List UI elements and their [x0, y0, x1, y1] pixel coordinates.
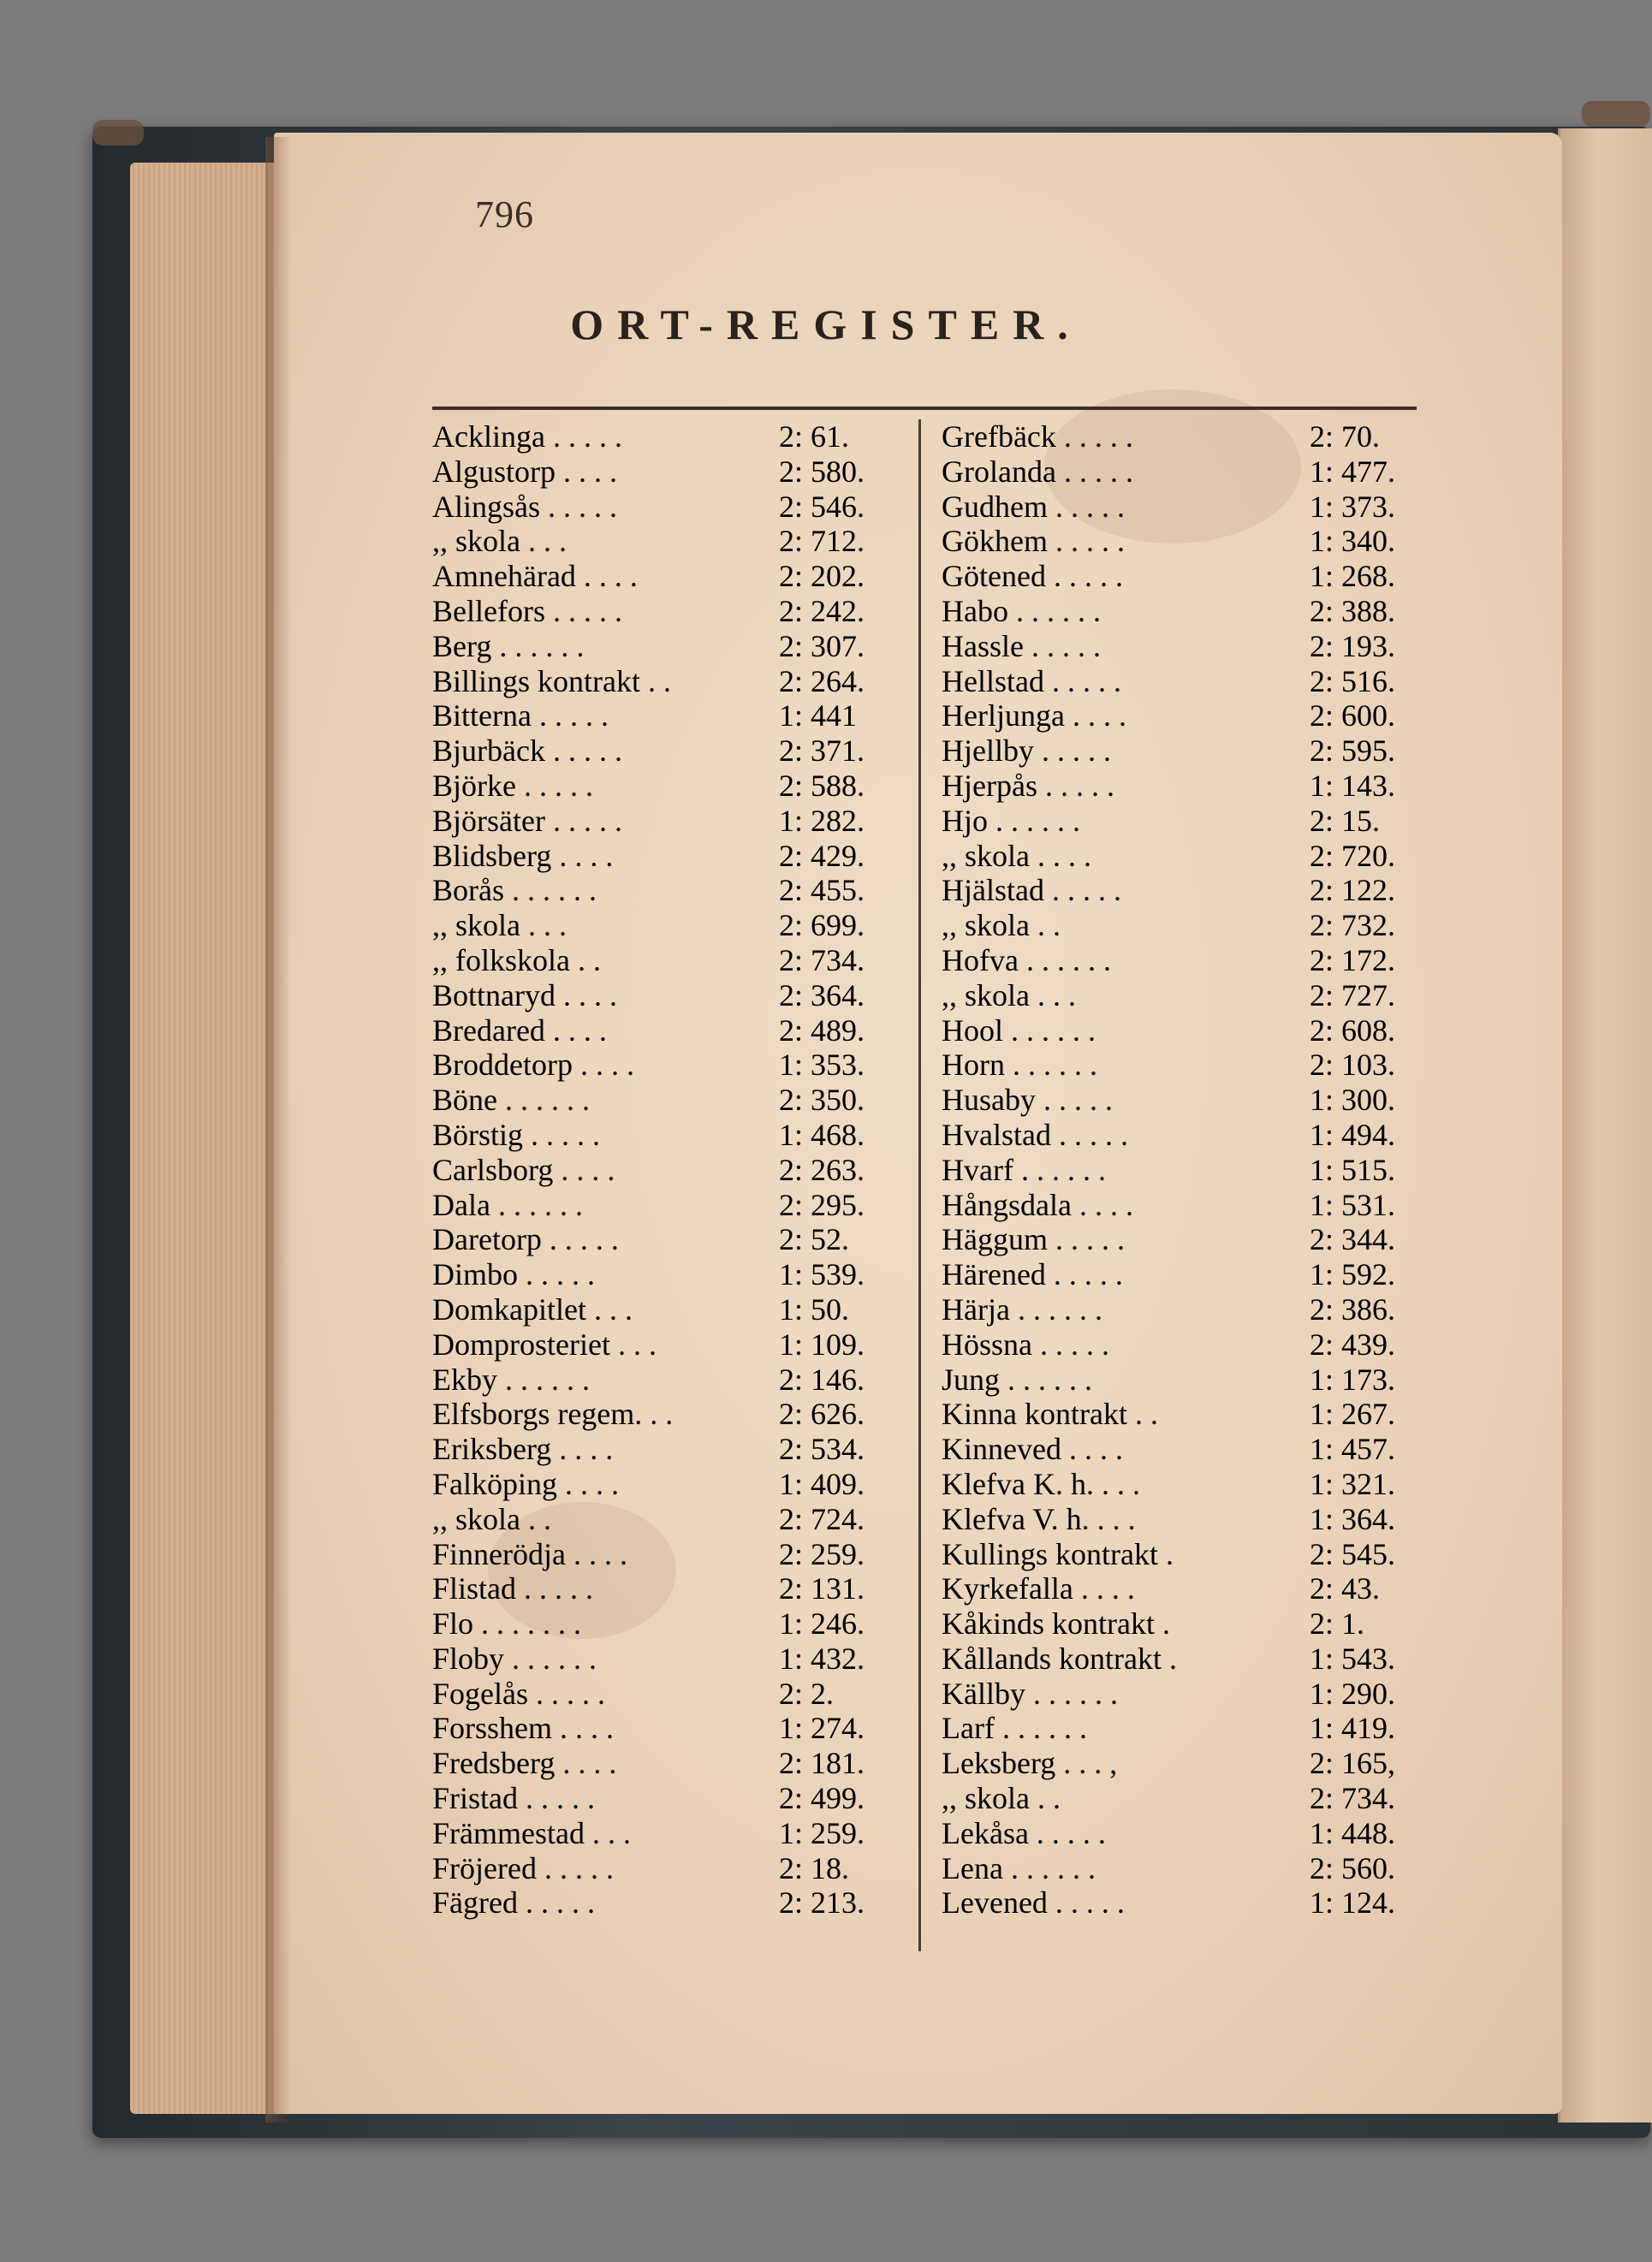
- index-entry: [942, 943, 1429, 978]
- entry-name: Kyrkefalla . . . .: [942, 1571, 1135, 1606]
- entry-reference: 2: 455.: [779, 873, 865, 908]
- index-entry: [432, 733, 907, 769]
- entry-name: Götened . . . . .: [942, 559, 1123, 594]
- entry-name: Jung . . . . . .: [942, 1362, 1093, 1397]
- entry-name: Björsäter . . . . .: [432, 803, 622, 838]
- entry-reference: 2: 259.: [779, 1536, 865, 1571]
- index-entry: [942, 1153, 1429, 1188]
- entry-name: Lena . . . . . .: [942, 1850, 1096, 1885]
- entry-reference: 2: 580.: [779, 454, 865, 489]
- entry-reference: 2: 242.: [779, 593, 865, 628]
- entry-reference: 2: 388.: [1310, 593, 1396, 628]
- entry-reference: 2: 734.: [779, 942, 865, 977]
- entry-name: Böne . . . . . .: [432, 1083, 590, 1118]
- entry-reference: 2: 165,: [1310, 1746, 1396, 1781]
- index-entry: [432, 594, 907, 629]
- entry-reference: 2: 193.: [1310, 628, 1396, 663]
- index-entry: [942, 698, 1429, 733]
- page-edges: [130, 163, 284, 2114]
- index-entry: [432, 839, 907, 874]
- index-entry: [942, 524, 1429, 559]
- entry-reference: 2: 263.: [779, 1152, 865, 1187]
- entry-reference: 1: 592.: [1310, 1257, 1396, 1292]
- entry-reference: 2: 43.: [1310, 1571, 1381, 1606]
- entry-name: Lekåsa . . . . .: [942, 1815, 1106, 1850]
- entry-name: Berg . . . . . .: [432, 628, 585, 663]
- entry-reference: 2: 546.: [779, 489, 865, 524]
- entry-reference: 2: 344.: [1310, 1222, 1396, 1257]
- index-entry: [432, 629, 907, 664]
- entry-name: Hellstad . . . . .: [942, 663, 1121, 698]
- entry-name: Fredsberg . . . .: [432, 1746, 617, 1781]
- entry-reference: 2: 732.: [1310, 908, 1396, 943]
- index-entry: [432, 978, 907, 1013]
- entry-name: Fristad . . . . .: [432, 1781, 596, 1816]
- index-entry: [942, 664, 1429, 699]
- entry-name: Broddetorp . . . .: [432, 1048, 634, 1083]
- cover-wear-spot: [1582, 101, 1650, 127]
- entry-name: Fogelås . . . . .: [432, 1676, 605, 1711]
- entry-reference: 2: 724.: [779, 1501, 865, 1536]
- index-entry: [432, 1013, 907, 1048]
- entry-name: Härja . . . . . .: [942, 1291, 1102, 1327]
- entry-name: Kinneved . . . .: [942, 1432, 1123, 1467]
- entry-reference: 1: 50.: [779, 1291, 850, 1327]
- entry-name: Främmestad . . .: [432, 1815, 631, 1850]
- entry-name: Hångsdala . . . .: [942, 1187, 1133, 1222]
- page-title: ORT-REGISTER.: [570, 300, 1082, 348]
- entry-name: Gökhem . . . . .: [942, 524, 1125, 559]
- entry-name: Levened . . . . .: [942, 1885, 1125, 1921]
- entry-name: Bitterna . . . . .: [432, 698, 609, 733]
- index-entry: [432, 804, 907, 839]
- entry-name: Börstig . . . . .: [432, 1117, 601, 1152]
- index-entry: [432, 1363, 907, 1398]
- entry-name: Björke . . . . .: [432, 768, 593, 803]
- entry-reference: 1: 173.: [1310, 1362, 1396, 1397]
- entry-name: Borås . . . . . .: [432, 873, 597, 908]
- entry-name: ,, skola . .: [942, 1781, 1061, 1816]
- entry-name: Hvarf . . . . . .: [942, 1152, 1106, 1187]
- next-page-edge: [1558, 128, 1652, 2122]
- index-entry: [942, 1711, 1429, 1746]
- index-entry: [942, 559, 1429, 594]
- entry-reference: 1: 409.: [779, 1466, 865, 1501]
- entry-name: Bjurbäck . . . . .: [432, 733, 622, 769]
- index-entry: [942, 1048, 1429, 1083]
- index-entry: [432, 698, 907, 733]
- index-entry: [432, 1118, 907, 1153]
- entry-name: Falköping . . . .: [432, 1466, 620, 1501]
- column-divider: [918, 419, 921, 1951]
- entry-reference: 1: 290.: [1310, 1676, 1396, 1711]
- entry-reference: 1: 246.: [779, 1606, 865, 1642]
- index-entry: [942, 419, 1429, 454]
- entry-name: Hjälstad . . . . .: [942, 873, 1121, 908]
- index-entry: [432, 1851, 907, 1886]
- index-entry: [432, 490, 907, 525]
- entry-reference: 1: 340.: [1310, 524, 1396, 559]
- entry-name: Blidsberg . . . .: [432, 838, 614, 873]
- entry-name: Hjo . . . . . .: [942, 803, 1080, 838]
- entry-reference: 2: 588.: [779, 768, 865, 803]
- index-entry: [432, 1502, 907, 1537]
- index-entry: [432, 1537, 907, 1572]
- entry-reference: 1: 494.: [1310, 1117, 1396, 1152]
- entry-reference: 2: 720.: [1310, 838, 1396, 873]
- entry-name: Alingsås . . . . .: [432, 489, 617, 524]
- index-entry: [942, 1746, 1429, 1781]
- index-entry: [942, 1363, 1429, 1398]
- index-entry: [432, 1083, 907, 1118]
- entry-name: Domprosteriet . . .: [432, 1327, 657, 1362]
- entry-reference: 1: 477.: [1310, 454, 1396, 489]
- index-entry: [432, 1816, 907, 1851]
- entry-name: Domkapitlet . . .: [432, 1291, 633, 1327]
- index-entry: [942, 733, 1429, 769]
- entry-name: ,, skola . . . .: [942, 838, 1091, 873]
- entry-name: Gudhem . . . . .: [942, 489, 1125, 524]
- index-entry: [432, 1781, 907, 1816]
- entry-name: Kåkinds kontrakt .: [942, 1606, 1170, 1642]
- index-entry: [432, 1048, 907, 1083]
- index-entry: [432, 1885, 907, 1921]
- entry-name: Hössna . . . . .: [942, 1327, 1109, 1362]
- entry-name: Hassle . . . . .: [942, 628, 1101, 663]
- index-entry: [432, 1397, 907, 1432]
- entry-reference: 1: 274.: [779, 1711, 865, 1746]
- entry-name: ,, skola . . .: [432, 524, 567, 559]
- entry-reference: 2: 61.: [779, 419, 850, 454]
- entry-name: Dala . . . . . .: [432, 1187, 583, 1222]
- entry-reference: 2: 626.: [779, 1397, 865, 1432]
- entry-reference: 2: 499.: [779, 1781, 865, 1816]
- entry-reference: 2: 264.: [779, 663, 865, 698]
- entry-reference: 1: 468.: [779, 1117, 865, 1152]
- index-entry: [942, 1502, 1429, 1537]
- entry-reference: 1: 300.: [1310, 1083, 1396, 1118]
- entry-reference: 2: 213.: [779, 1885, 865, 1921]
- entry-name: Kinna kontrakt . .: [942, 1397, 1158, 1432]
- entry-reference: 1: 457.: [1310, 1432, 1396, 1467]
- index-entry: [942, 1118, 1429, 1153]
- entry-name: Kullings kontrakt .: [942, 1536, 1174, 1571]
- entry-name: Ekby . . . . . .: [432, 1362, 590, 1397]
- entry-name: Dimbo . . . . .: [432, 1257, 596, 1292]
- entry-name: Billings kontrakt . .: [432, 663, 671, 698]
- entry-name: Kållands kontrakt .: [942, 1641, 1177, 1676]
- entry-name: Källby . . . . . .: [942, 1676, 1118, 1711]
- index-entry: [942, 1397, 1429, 1432]
- page-number: 796: [475, 193, 534, 235]
- entry-name: ,, folkskola . .: [432, 942, 601, 977]
- index-entry: [942, 1292, 1429, 1327]
- index-entry: [942, 1537, 1429, 1572]
- entry-reference: 2: 595.: [1310, 733, 1396, 769]
- entry-reference: 2: 699.: [779, 908, 865, 943]
- entry-name: Klefva V. h. . . .: [942, 1501, 1136, 1536]
- index-entry: [942, 1257, 1429, 1292]
- entry-name: Larf . . . . . .: [942, 1711, 1087, 1746]
- index-entry: [432, 1222, 907, 1257]
- title-rule: [432, 407, 1417, 410]
- entry-name: Amnehärad . . . .: [432, 559, 638, 594]
- entry-reference: 2: 103.: [1310, 1048, 1396, 1083]
- entry-reference: 1: 267.: [1310, 1397, 1396, 1432]
- entry-reference: 2: 364.: [779, 977, 865, 1012]
- index-entry: [432, 1467, 907, 1502]
- entry-reference: 2: 52.: [779, 1222, 850, 1257]
- entry-reference: 2: 608.: [1310, 1012, 1396, 1048]
- entry-name: ,, skola . . .: [942, 977, 1076, 1012]
- entry-name: Floby . . . . . .: [432, 1641, 597, 1676]
- entry-reference: 2: 727.: [1310, 977, 1396, 1012]
- entry-reference: 2: 429.: [779, 838, 865, 873]
- index-entry: [942, 1467, 1429, 1502]
- entry-reference: 2: 70.: [1310, 419, 1381, 454]
- index-entry: [942, 1327, 1429, 1363]
- index-entry: [942, 978, 1429, 1013]
- entry-reference: 1: 419.: [1310, 1711, 1396, 1746]
- page-gutter-shadow: [265, 137, 291, 2122]
- index-entry: [432, 1606, 907, 1642]
- entry-reference: 1: 539.: [779, 1257, 865, 1292]
- index-entry: [432, 1711, 907, 1746]
- entry-name: Acklinga . . . . .: [432, 419, 622, 454]
- index-entry: [942, 1571, 1429, 1606]
- entry-name: Daretorp . . . . .: [432, 1222, 619, 1257]
- entry-name: Herljunga . . . .: [942, 698, 1126, 733]
- left-column: [432, 419, 907, 1921]
- entry-name: ,, skola . . .: [432, 908, 567, 943]
- entry-name: Eriksberg . . . .: [432, 1432, 614, 1467]
- entry-name: Bottnaryd . . . .: [432, 977, 617, 1012]
- entry-reference: 2: 516.: [1310, 663, 1396, 698]
- index-entry: [432, 873, 907, 908]
- entry-reference: 1: 543.: [1310, 1641, 1396, 1676]
- index-entry: [942, 1013, 1429, 1048]
- entry-reference: 2: 439.: [1310, 1327, 1396, 1362]
- entry-reference: 2: 600.: [1310, 698, 1396, 733]
- entry-reference: 2: 131.: [779, 1571, 865, 1606]
- entry-reference: 2: 734.: [1310, 1781, 1396, 1816]
- entry-reference: 1: 364.: [1310, 1501, 1396, 1536]
- entry-reference: 1: 441: [779, 698, 858, 733]
- right-column: [942, 419, 1429, 1921]
- entry-name: Klefva K. h. . . .: [942, 1466, 1140, 1501]
- entry-name: Leksberg . . . ,: [942, 1746, 1118, 1781]
- index-entry: [942, 839, 1429, 874]
- entry-name: Grolanda . . . . .: [942, 454, 1133, 489]
- entry-name: Härened . . . . .: [942, 1257, 1123, 1292]
- index-entry: [942, 629, 1429, 664]
- index-entry: [942, 1642, 1429, 1677]
- entry-name: Häggum . . . . .: [942, 1222, 1125, 1257]
- entry-reference: 1: 432.: [779, 1641, 865, 1676]
- index-entry: [432, 1746, 907, 1781]
- index-entry: [942, 908, 1429, 943]
- index-entry: [432, 908, 907, 943]
- index-entry: [432, 769, 907, 804]
- index-entry: [432, 454, 907, 490]
- entry-reference: 2: 545.: [1310, 1536, 1396, 1571]
- entry-reference: 2: 560.: [1310, 1850, 1396, 1885]
- entry-reference: 1: 143.: [1310, 768, 1396, 803]
- index-entry: [432, 1642, 907, 1677]
- entry-name: Hjellby . . . . .: [942, 733, 1111, 769]
- entry-name: Carlsborg . . . .: [432, 1152, 615, 1187]
- entry-reference: 1: 373.: [1310, 489, 1396, 524]
- entry-name: Habo . . . . . .: [942, 593, 1101, 628]
- index-entry: [432, 664, 907, 699]
- entry-name: Forsshem . . . .: [432, 1711, 615, 1746]
- index-entry: [942, 769, 1429, 804]
- entry-reference: 2: 122.: [1310, 873, 1396, 908]
- entry-reference: 2: 712.: [779, 524, 865, 559]
- entry-reference: 1: 124.: [1310, 1885, 1396, 1921]
- index-entry: [942, 804, 1429, 839]
- index-entry: [432, 1677, 907, 1712]
- entry-name: Husaby . . . . .: [942, 1083, 1113, 1118]
- entry-name: Fröjered . . . . .: [432, 1850, 614, 1885]
- index-entry: [942, 1432, 1429, 1467]
- entry-reference: 2: 386.: [1310, 1291, 1396, 1327]
- index-entry: [432, 1327, 907, 1363]
- entry-reference: 1: 448.: [1310, 1815, 1396, 1850]
- entry-reference: 2: 307.: [779, 628, 865, 663]
- entry-name: Elfsborgs regem. . .: [432, 1397, 674, 1432]
- index-entry: [432, 943, 907, 978]
- entry-reference: 1: 353.: [779, 1048, 865, 1083]
- index-entry: [942, 1606, 1429, 1642]
- entry-reference: 2: 295.: [779, 1187, 865, 1222]
- index-entry: [942, 1851, 1429, 1886]
- entry-reference: 2: 181.: [779, 1746, 865, 1781]
- entry-reference: 1: 259.: [779, 1815, 865, 1850]
- entry-name: Horn . . . . . .: [942, 1048, 1097, 1083]
- entry-name: Grefbäck . . . . .: [942, 419, 1133, 454]
- entry-reference: 1: 515.: [1310, 1152, 1396, 1187]
- entry-reference: 2: 371.: [779, 733, 865, 769]
- entry-reference: 2: 15.: [1310, 803, 1381, 838]
- entry-name: Finnerödja . . . .: [432, 1536, 627, 1571]
- entry-reference: 1: 321.: [1310, 1466, 1396, 1501]
- index-entry: [942, 1885, 1429, 1921]
- index-entry: [942, 594, 1429, 629]
- entry-name: Hvalstad . . . . .: [942, 1117, 1128, 1152]
- entry-reference: 2: 18.: [779, 1850, 850, 1885]
- index-entry: [432, 1571, 907, 1606]
- index-entry: [942, 454, 1429, 490]
- entry-name: Hjerpås . . . . .: [942, 768, 1114, 803]
- index-entry: [432, 1257, 907, 1292]
- entry-reference: 2: 350.: [779, 1083, 865, 1118]
- index-entry: [942, 1677, 1429, 1712]
- index-entry: [942, 1816, 1429, 1851]
- index-entry: [432, 559, 907, 594]
- index-entry: [432, 524, 907, 559]
- cover-wear-spot: [92, 120, 144, 145]
- index-entry: [942, 490, 1429, 525]
- index-entry: [942, 1781, 1429, 1816]
- entry-reference: 2: 172.: [1310, 942, 1396, 977]
- entry-name: Flo . . . . . . .: [432, 1606, 582, 1642]
- entry-name: Hool . . . . . .: [942, 1012, 1096, 1048]
- entry-name: Fägred . . . . .: [432, 1885, 595, 1921]
- index-entry: [942, 1188, 1429, 1223]
- entry-reference: 1: 282.: [779, 803, 865, 838]
- entry-name: Algustorp . . . .: [432, 454, 617, 489]
- index-entry: [432, 1432, 907, 1467]
- entry-reference: 2: 534.: [779, 1432, 865, 1467]
- index-entry: [942, 1083, 1429, 1118]
- index-entry: [432, 1292, 907, 1327]
- entry-name: Hofva . . . . . .: [942, 942, 1111, 977]
- entry-reference: 2: 1.: [1310, 1606, 1365, 1642]
- entry-reference: 2: 202.: [779, 559, 865, 594]
- entry-reference: 1: 531.: [1310, 1187, 1396, 1222]
- index-entry: [942, 873, 1429, 908]
- entry-reference: 1: 109.: [779, 1327, 865, 1362]
- index-entry: [432, 419, 907, 454]
- entry-name: ,, skola . .: [432, 1501, 551, 1536]
- entry-reference: 2: 2.: [779, 1676, 835, 1711]
- entry-name: Bellefors . . . . .: [432, 593, 622, 628]
- entry-reference: 1: 268.: [1310, 559, 1396, 594]
- index-entry: [942, 1222, 1429, 1257]
- entry-reference: 2: 146.: [779, 1362, 865, 1397]
- entry-name: Flistad . . . . .: [432, 1571, 594, 1606]
- index-entry: [432, 1153, 907, 1188]
- index-entry: [432, 1188, 907, 1223]
- entry-name: Bredared . . . .: [432, 1012, 607, 1048]
- entry-reference: 2: 489.: [779, 1012, 865, 1048]
- entry-name: ,, skola . .: [942, 908, 1061, 943]
